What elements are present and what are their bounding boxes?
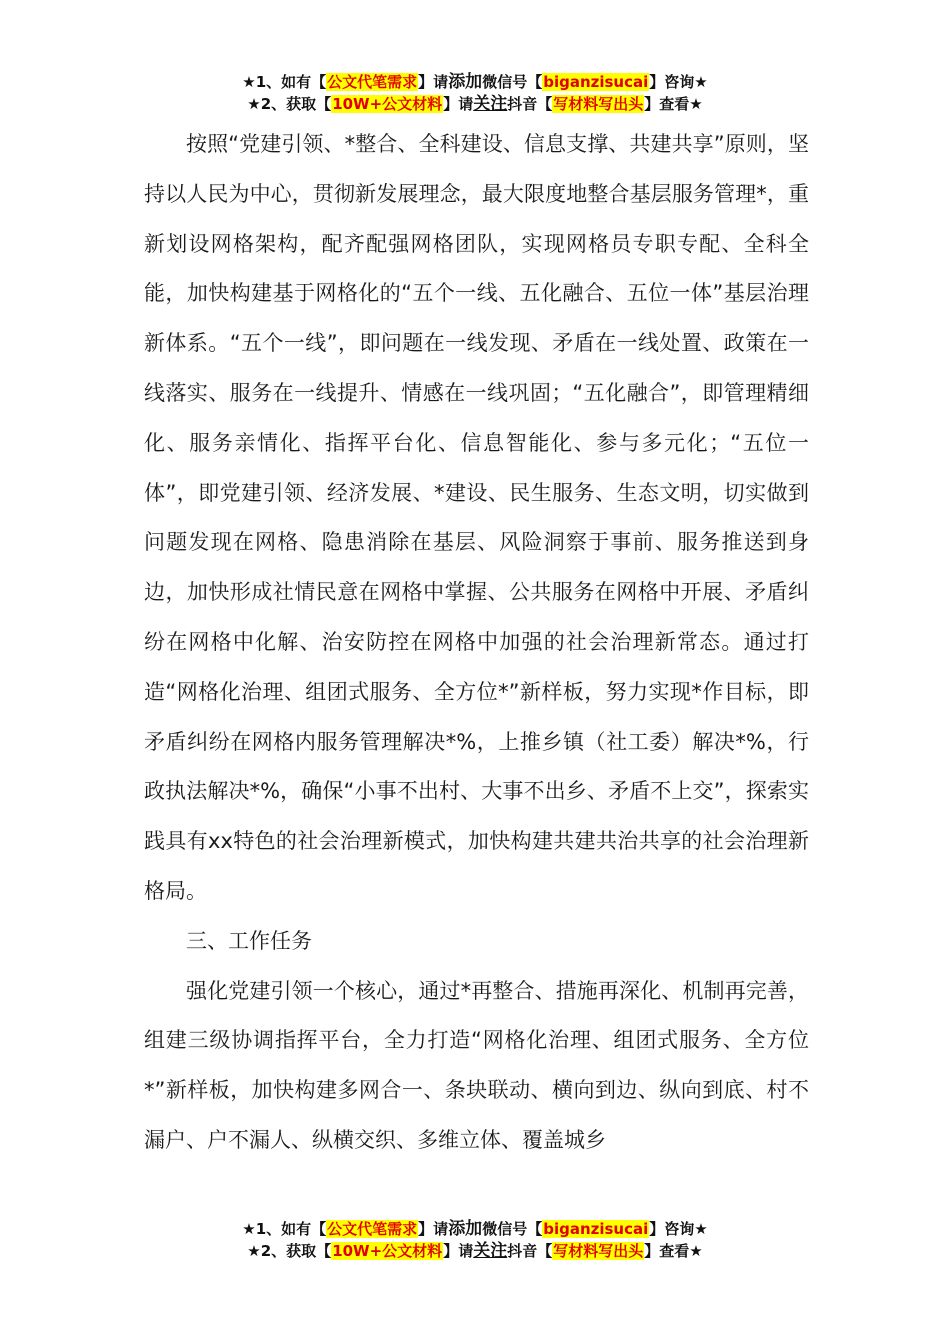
banner-text: ★2、获取【 <box>247 1242 332 1260</box>
banner-text: 】请 <box>443 1242 474 1260</box>
keyword-follow: 关注 <box>473 1241 508 1261</box>
banner-text: ★2、获取【 <box>247 95 332 113</box>
highlight-wechat-id: biganzisucai <box>543 1220 649 1238</box>
banner-text: 微信号【 <box>482 73 543 91</box>
header-banner <box>0 71 950 115</box>
highlight-douyin-account: 写材料写出头 <box>553 95 644 113</box>
document-body <box>144 120 809 1166</box>
highlight-douyin-account: 写材料写出头 <box>553 1242 644 1260</box>
banner-line-1 <box>0 1218 950 1240</box>
keyword-add: 添加 <box>448 72 483 92</box>
banner-line-2 <box>0 93 950 115</box>
paragraph-principles: 按照“党建引领、*整合、全科建设、信息支撑、共建共享”原则，坚持以人民为中心，贯彻新发展理念，最大限度地整合基层服务管理*，重新划设网格架构，配齐配强网格团队，实现网格员专职专配、全科全能，加快构建基于网格化的“五个一线、五化融合、五位一体”基层治理新体系。“五个一线”，即问题在一线发现、矛盾在一线处置、政策在一线落实、服务在一线提升、情感在一线巩固；“五化融合”，即管理精细化、服务亲情化、指挥平台化、信息智能化、参与多元化；“五位一体”，即党建引领、经济发展、*建设、民生服务、生态文明，切实做到问题发现在网格、隐患消除在基层、风险洞察于事前、服务推送到身边，加快形成社情民意在网格中掌握、公共服务在网格中开展、矛盾纠纷在网格中化解、治安防控在网格中加强的社会治理新常态。通过打造“网格化治理、组团式服务、全方位*”新样板，努力实现*作目标，即矛盾纠纷在网格内服务管理解决*%，上推乡镇（社工委）解决*%，行政执法解决*%，确保“小事不出村、大事不出乡、矛盾不上交”，探索实践具有xx特色的社会治理新模式，加快构建共建共治共享的社会治理新格局。 <box>144 132 809 903</box>
banner-text: 】查看★ <box>644 1242 703 1260</box>
keyword-follow: 关注 <box>473 94 508 114</box>
banner-line-2 <box>0 1240 950 1262</box>
banner-text: 】请 <box>418 73 449 91</box>
paragraph-tasks: 强化党建引领一个核心，通过*再整合、措施再深化、机制再完善，组建三级协调指挥平台，全力打造“网格化治理、组团式服务、全方位*”新样板，加快构建多网合一、条块联动、横向到边、纵向到底、村不漏户、户不漏人、纵横交织、多维立体、覆盖城乡 <box>144 978 809 1152</box>
banner-text: 抖音【 <box>507 95 553 113</box>
banner-text: 】查看★ <box>644 95 703 113</box>
banner-text: 】咨询★ <box>649 73 708 91</box>
banner-text: ★1、如有【 <box>242 1220 327 1238</box>
banner-text: 】请 <box>443 95 474 113</box>
footer-banner <box>0 1218 950 1262</box>
highlight-service: 公文代笔需求 <box>327 1220 418 1238</box>
section-heading-tasks: 三、工作任务 <box>186 928 312 953</box>
highlight-service: 公文代笔需求 <box>327 73 418 91</box>
highlight-materials: 10W+公文材料 <box>332 1242 443 1260</box>
banner-text: 微信号【 <box>482 1220 543 1238</box>
banner-text: ★1、如有【 <box>242 73 327 91</box>
banner-text: 抖音【 <box>507 1242 553 1260</box>
banner-text: 】请 <box>418 1220 449 1238</box>
banner-line-1 <box>0 71 950 93</box>
keyword-add: 添加 <box>448 1219 483 1239</box>
highlight-materials: 10W+公文材料 <box>332 95 443 113</box>
banner-text: 】咨询★ <box>649 1220 708 1238</box>
highlight-wechat-id: biganzisucai <box>543 73 649 91</box>
